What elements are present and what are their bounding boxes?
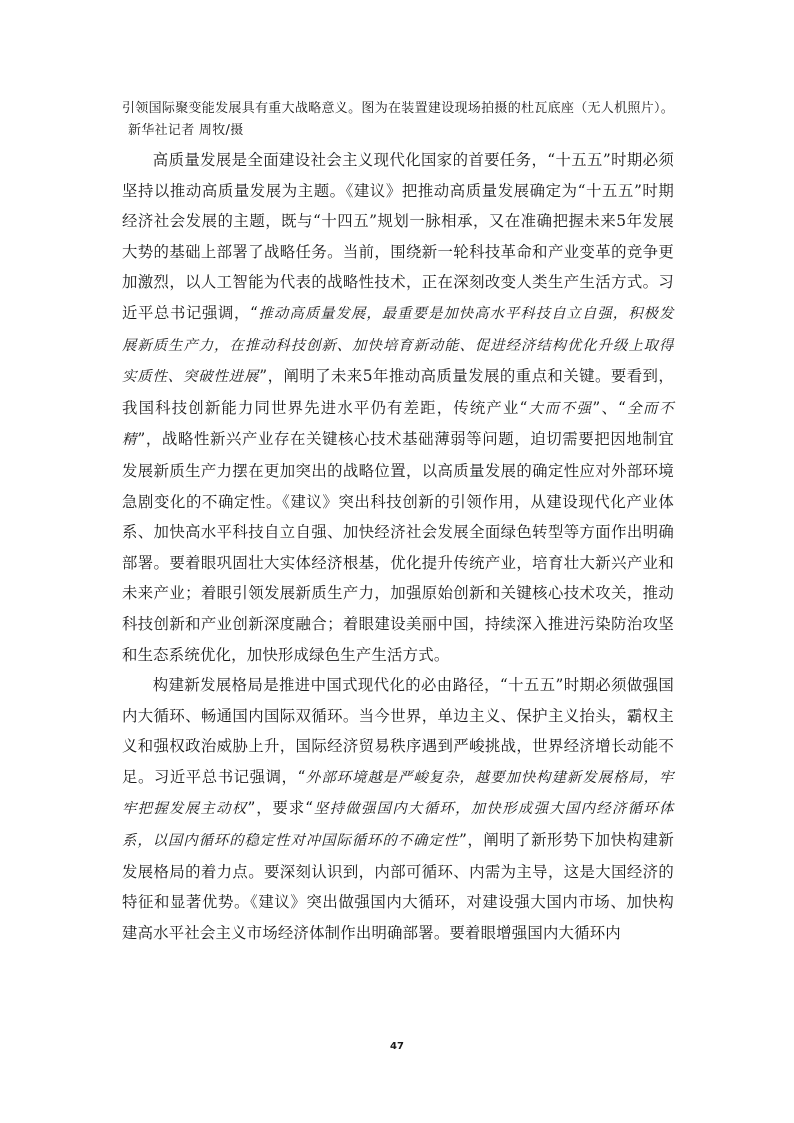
caption-line: 引领国际聚变能发展具有重大战略意义。图为在装置建设现场拍摄的杜瓦底座（无人机照片）。 bbox=[122, 101, 675, 116]
caption-credit: 新华社记者 周牧/摄 bbox=[128, 123, 244, 138]
quotation: 全而不精 bbox=[122, 400, 674, 449]
paragraph-text: ”，要求“ bbox=[247, 799, 314, 818]
quotation: 推动高质量发展，最重要是加快高水平科技自立自强，积极发展新质生产力，在推动科技创新、加快培育新动能、促进经济结构优化升级上取得实质性、突破性进展 bbox=[122, 305, 675, 386]
paragraph-text: ”、“ bbox=[592, 398, 627, 417]
paragraph-new-development-pattern bbox=[122, 670, 674, 948]
quotation: 外部环境越是严峻复杂，越要加快构建新发展格局，牢牢把握发展主动权 bbox=[122, 769, 674, 818]
paragraph-text: ”，阐明了新形势下加快构建新发展格局的着力点。要深刻认识到，内部可循环、内需为主导，这是大国经济的特征和显著优势。《建议》突出做强国内大循环，对建设强大国内市场、加快构建高水平社会主义市场经济体制作出明确部署。要着眼增强国内大循环内 bbox=[122, 831, 675, 942]
paragraph-text: ”，战略性新兴产业存在关键核心技术基础薄弱等问题，迫切需要把因地制宜发展新质生产力摆在更加突出的战略位置，以高质量发展的确定性应对外部环境急剧变化的不确定性。《建议》突出科技创新的引领作用，从建设现代化产业体系、加快高水平科技自立自强、加快经济社会发展全面绿色转型等方面作出明确部署。要着眼巩固壮大实体经济根基，优化提升传统产业，培育壮大新兴产业和未来产业；着眼引领发展新质生产力，加强原始创新和关键核心技术攻关，推动科技创新和产业创新深度融合；着眼建设美丽中国，持续深入推进污染防治攻坚和生态系统优化，加快形成绿色生产生活方式。 bbox=[122, 430, 674, 664]
article-body bbox=[122, 145, 674, 948]
quotation: 坚持做强国内大循环，加快形成强大国内经济循环体系，以国内循环的稳定性对冲国际循环的不确定性 bbox=[122, 801, 674, 850]
paragraph-high-quality-development bbox=[122, 145, 674, 670]
paragraph-text: 构建新发展格局是推进中国式现代化的必由路径，“十五五”时期必须做强国内大循环、畅通国内国际双循环。当今世界，单边主义、保护主义抬头，霸权主义和强权政治威胁上升，国际经济贸易秩序遇到严峻挑战，世界经济增长动能不足。习近平总书记强调，“ bbox=[122, 676, 674, 786]
quotation: 大而不强 bbox=[527, 400, 593, 417]
paragraph-text: ”，阐明了未来5年推动高质量发展的重点和关键。要看到，我国科技创新能力同世界先进水平仍有差距，传统产业“ bbox=[122, 367, 674, 417]
paragraph-text: 高质量发展是全面建设社会主义现代化国家的首要任务，“十五五”时期必须坚持以推动高质量发展为主题。《建议》把推动高质量发展确定为“十五五”时期经济社会发展的主题，既与“十四五”规划一脉相承，又在准确把握未来5年发展大势的基础上部署了战略任务。当前，围绕新一轮科技革命和产业变革的竞争更加激烈，以人工智能为代表的战略性技术，正在深刻改变人类生产生活方式。习近平总书记强调，“ bbox=[122, 151, 674, 322]
page-number: 47 bbox=[390, 1041, 404, 1052]
photo-caption bbox=[122, 98, 702, 142]
